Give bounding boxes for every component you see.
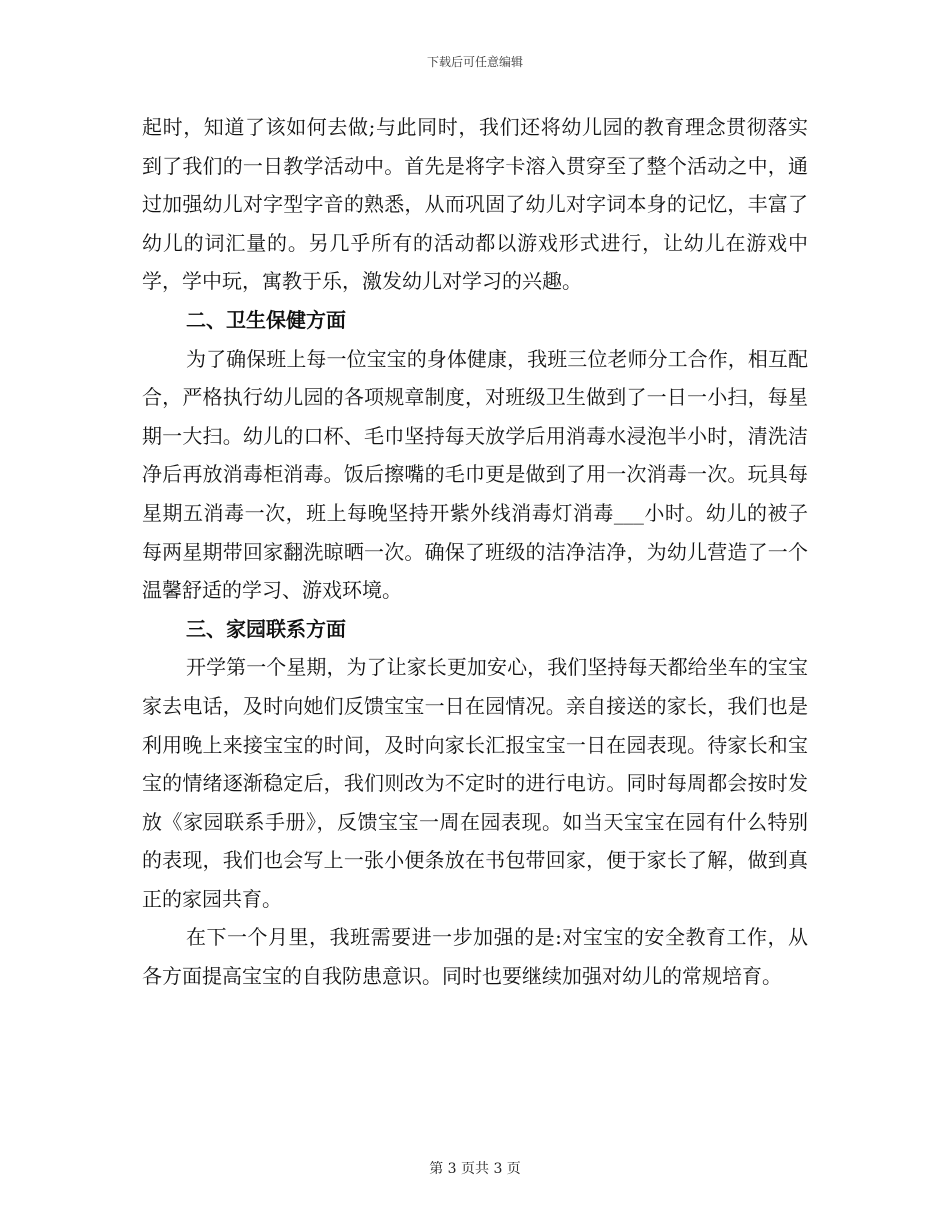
section-heading-home-school: 三、家园联系方面 [186, 616, 346, 641]
page-footer: 第 3 页共 3 页 [429, 1161, 521, 1177]
paragraph-next-month: 在下一个月里，我班需要进一步加强的是:对宝宝的安全教育工作，从各方面提高宝宝的自我防患意识。同时也要继续加强对幼儿的常规培育。 [142, 925, 808, 989]
paragraph-home-school: 开学第一个星期，为了让家长更加安心，我们坚持每天都给坐车的宝宝家去电话，及时向她们反馈宝宝一日在园情况。亲自接送的家长，我们也是利用晚上来接宝宝的时间，及时向家长汇报宝宝一日在园表现。待家长和宝宝的情绪逐渐稳定后，我们则改为不定时的进行电访。同时每周都会按时发放《家园联系手册》，反馈宝宝一周在园表现。如当天宝宝在园有什么特别的表现，我们也会写上一张小便条放在书包带回家，便于家长了解，做到真正的家园共育。 [142, 655, 808, 911]
section-heading-hygiene: 二、卫生保健方面 [186, 307, 346, 332]
page-header: 下载后可任意编辑 [426, 55, 523, 69]
document-body [142, 108, 808, 996]
paragraph-continuation: 起时，知道了该如何去做;与此同时，我们还将幼儿园的教育理念贯彻落实到了我们的一日教学活动中。首先是将字卡溶入贯穿至了整个活动之中，通过加强幼儿对字型字音的熟悉，从而巩固了幼儿对字词本身的记忆，丰富了幼儿的词汇量的。另几乎所有的活动都以游戏形式进行，让幼儿在游戏中学，学中玩，寓教于乐，激发幼儿对学习的兴趣。 [142, 115, 808, 294]
paragraph-hygiene: 为了确保班上每一位宝宝的身体健康，我班三位老师分工合作，相互配合，严格执行幼儿园的各项规章制度，对班级卫生做到了一日一小扫，每星期一大扫。幼儿的口杯、毛巾坚持每天放学后用消毒水浸泡半小时，清洗洁净后再放消毒柜消毒。饭后擦嘴的毛巾更是做到了用一次消毒一次。玩具每星期五消毒一次，班上每晚坚持开紫外线消毒灯消毒___小时。幼儿的被子每两星期带回家翻洗晾晒一次。确保了班级的洁净洁净，为幼儿营造了一个温馨舒适的学习、游戏环境。 [142, 346, 808, 603]
